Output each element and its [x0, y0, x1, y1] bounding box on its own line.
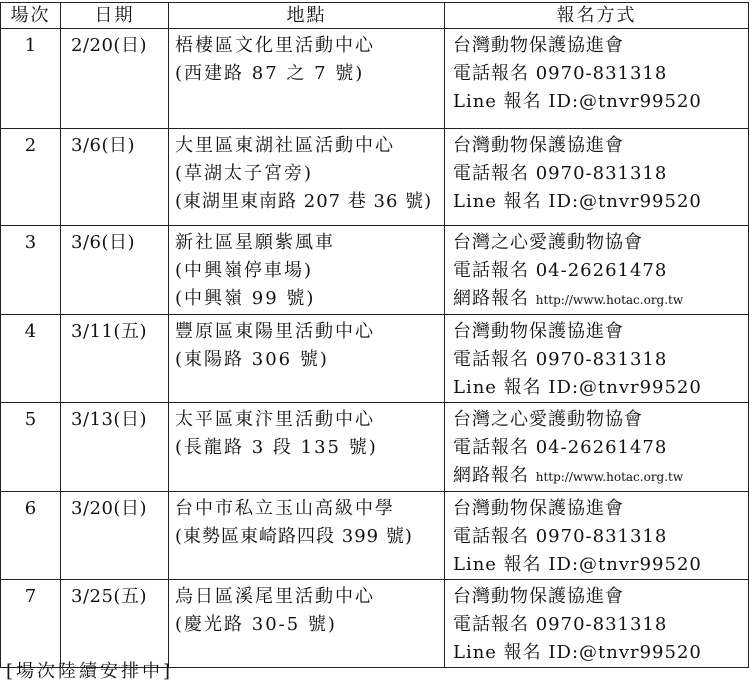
phone-registration: 電話報名 0970-831318 — [453, 349, 668, 370]
location-line: 新社區星願紫風車 — [175, 232, 335, 253]
registration-info — [445, 580, 749, 668]
location-line: 大里區東湖社區活動中心 — [175, 135, 395, 156]
location-line: 台中市私立玉山高級中學 — [175, 498, 395, 519]
location-line: 豐原區東陽里活動中心 — [175, 321, 375, 342]
table-row — [1, 580, 749, 668]
registration-info — [445, 403, 749, 492]
organizer-name: 台灣之心愛護動物協會 — [453, 232, 643, 253]
session-date: 3/6(日) — [61, 129, 169, 226]
location-line: 烏日區溪尾里活動中心 — [175, 586, 375, 607]
location-line: (慶光路 30-5 號) — [175, 614, 337, 635]
session-date: 3/25(五) — [61, 580, 169, 668]
schedule-table — [0, 2, 749, 668]
table-row — [1, 29, 749, 129]
registration-info — [445, 315, 749, 403]
location-line: (長龍路 3 段 135 號) — [175, 437, 378, 458]
header-registration: 報名方式 — [445, 3, 749, 29]
organizer-name: 台灣動物保護協進會 — [453, 586, 624, 607]
location-line: (中興嶺停車場) — [175, 260, 314, 281]
phone-registration: 電話報名 0970-831318 — [453, 614, 668, 635]
line-registration: Line 報名 ID:@tnvr99520 — [453, 642, 702, 663]
organizer-name: 台灣動物保護協進會 — [453, 321, 624, 342]
session-number: 2 — [1, 129, 61, 226]
web-registration — [453, 462, 748, 491]
session-location — [169, 129, 445, 226]
web-registration-label: 網路報名 — [453, 465, 529, 486]
session-number: 1 — [1, 29, 61, 129]
header-location: 地點 — [169, 3, 445, 29]
line-registration: Line 報名 ID:@tnvr99520 — [453, 554, 702, 575]
web-registration-label: 網路報名 — [453, 288, 529, 309]
phone-registration: 電話報名 0970-831318 — [453, 63, 668, 84]
location-line: (東陽路 306 號) — [175, 349, 329, 370]
session-number: 7 — [1, 580, 61, 668]
session-number: 4 — [1, 315, 61, 403]
header-row — [1, 3, 749, 29]
location-line: (東湖里東南路 207 巷 36 號) — [175, 191, 433, 212]
registration-info — [445, 492, 749, 580]
session-date: 2/20(日) — [61, 29, 169, 129]
table-row — [1, 315, 749, 403]
phone-registration: 電話報名 04-26261478 — [453, 437, 668, 458]
session-number: 6 — [1, 492, 61, 580]
line-registration: Line 報名 ID:@tnvr99520 — [453, 91, 702, 112]
web-registration — [453, 285, 748, 314]
session-number: 5 — [1, 403, 61, 492]
web-registration-link[interactable]: http://www.hotac.org.tw — [535, 470, 684, 484]
phone-registration: 電話報名 0970-831318 — [453, 526, 668, 547]
web-registration-link[interactable]: http://www.hotac.org.tw — [535, 293, 684, 307]
registration-info — [445, 226, 749, 315]
location-line: (東勢區東崎路四段 399 號) — [175, 526, 413, 547]
session-location — [169, 315, 445, 403]
location-line: (中興嶺 99 號) — [175, 288, 316, 309]
organizer-name: 台灣動物保護協進會 — [453, 35, 624, 56]
session-location — [169, 403, 445, 492]
session-date: 3/11(五) — [61, 315, 169, 403]
location-line: (草湖太子宮旁) — [175, 163, 314, 184]
phone-registration: 電話報名 04-26261478 — [453, 260, 668, 281]
header-date: 日期 — [61, 3, 169, 29]
session-date: 3/13(日) — [61, 403, 169, 492]
table-row — [1, 403, 749, 492]
line-registration: Line 報名 ID:@tnvr99520 — [453, 191, 702, 212]
session-location — [169, 226, 445, 315]
session-date: 3/6(日) — [61, 226, 169, 315]
registration-info — [445, 129, 749, 226]
session-location — [169, 580, 445, 668]
session-number: 3 — [1, 226, 61, 315]
table-row — [1, 492, 749, 580]
location-line: 太平區東汴里活動中心 — [175, 409, 375, 430]
phone-registration: 電話報名 0970-831318 — [453, 163, 668, 184]
location-line: 梧棲區文化里活動中心 — [175, 35, 375, 56]
table-row — [1, 226, 749, 315]
organizer-name: 台灣之心愛護動物協會 — [453, 409, 643, 430]
registration-info — [445, 29, 749, 129]
location-line: (西建路 87 之 7 號) — [175, 63, 365, 84]
line-registration: Line 報名 ID:@tnvr99520 — [453, 377, 702, 398]
footnote: [場次陸續安排中] — [6, 661, 174, 682]
table-row — [1, 129, 749, 226]
organizer-name: 台灣動物保護協進會 — [453, 135, 624, 156]
header-session: 場次 — [1, 3, 61, 29]
organizer-name: 台灣動物保護協進會 — [453, 498, 624, 519]
session-location — [169, 29, 445, 129]
session-location — [169, 492, 445, 580]
session-date: 3/20(日) — [61, 492, 169, 580]
